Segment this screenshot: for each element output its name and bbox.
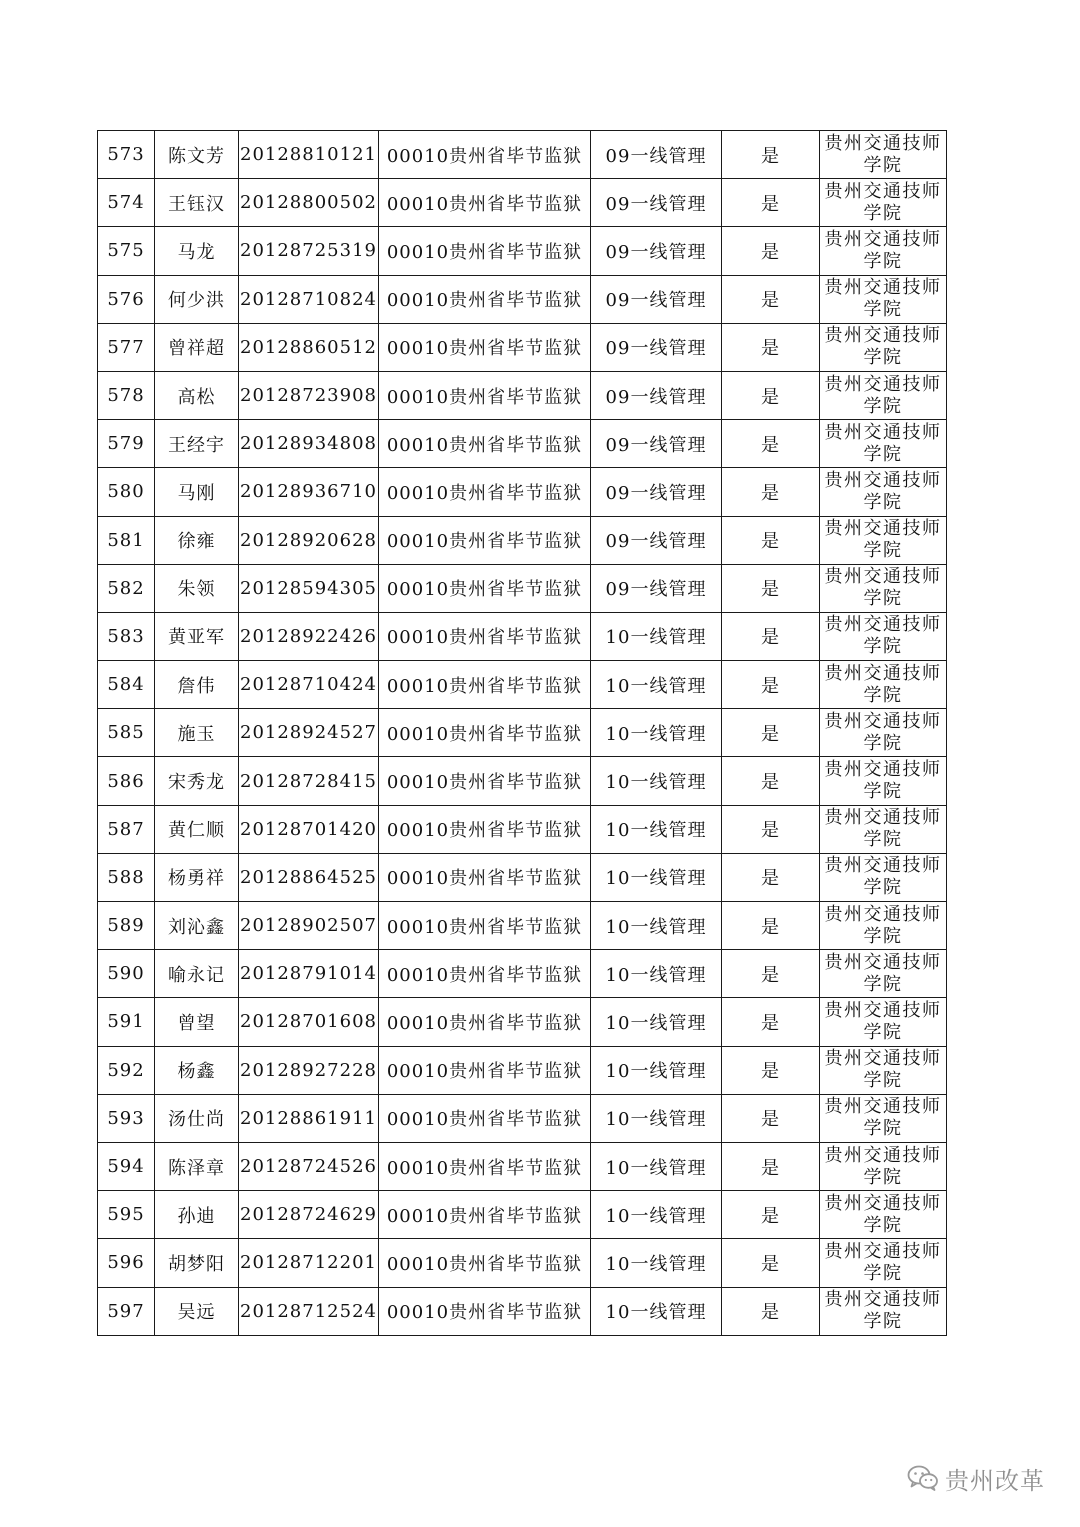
qualified-cell: 是 [722,805,820,853]
row-number-cell: 578 [98,371,155,419]
qualified-cell: 是 [722,612,820,660]
unit-cell: 00010贵州省毕节监狱 [379,420,591,468]
table-row [98,179,947,227]
unit-cell: 00010贵州省毕节监狱 [379,853,591,901]
name-cell: 喻永记 [155,950,239,998]
unit-cell: 00010贵州省毕节监狱 [379,1287,591,1335]
exam-id-cell: 20128710824 [239,275,379,323]
qualified-cell: 是 [722,323,820,371]
table-row [98,1239,947,1287]
school-cell: 贵州交通技师学院 [820,323,947,371]
unit-cell: 00010贵州省毕节监狱 [379,612,591,660]
unit-cell: 00010贵州省毕节监狱 [379,661,591,709]
school-cell: 贵州交通技师学院 [820,179,947,227]
name-cell: 陈泽章 [155,1142,239,1190]
school-cell: 贵州交通技师学院 [820,709,947,757]
wechat-icon [907,1464,939,1492]
row-number-cell: 584 [98,661,155,709]
unit-cell: 00010贵州省毕节监狱 [379,1046,591,1094]
roster-body [98,131,947,1336]
qualified-cell: 是 [722,853,820,901]
exam-id-cell: 20128920628 [239,516,379,564]
exam-id-cell: 20128927228 [239,1046,379,1094]
qualified-cell: 是 [722,516,820,564]
unit-cell: 00010贵州省毕节监狱 [379,131,591,179]
unit-cell: 00010贵州省毕节监狱 [379,805,591,853]
table-row [98,371,947,419]
unit-cell: 00010贵州省毕节监狱 [379,998,591,1046]
exam-id-cell: 20128725319 [239,227,379,275]
table-row [98,709,947,757]
position-cell: 10一线管理 [591,709,722,757]
qualified-cell: 是 [722,661,820,709]
row-number-cell: 586 [98,757,155,805]
table-row [98,1094,947,1142]
table-row [98,131,947,179]
row-number-cell: 577 [98,323,155,371]
table-row [98,468,947,516]
exam-id-cell: 20128724629 [239,1191,379,1239]
school-cell: 贵州交通技师学院 [820,1287,947,1335]
table-row [98,1046,947,1094]
table-row [98,275,947,323]
name-cell: 黄仁顺 [155,805,239,853]
table-row [98,612,947,660]
exam-id-cell: 20128934808 [239,420,379,468]
name-cell: 詹伟 [155,661,239,709]
row-number-cell: 580 [98,468,155,516]
unit-cell: 00010贵州省毕节监狱 [379,323,591,371]
row-number-cell: 590 [98,950,155,998]
table-row [98,661,947,709]
name-cell: 宋秀龙 [155,757,239,805]
qualified-cell: 是 [722,371,820,419]
name-cell: 吴远 [155,1287,239,1335]
position-cell: 09一线管理 [591,131,722,179]
school-cell: 贵州交通技师学院 [820,1191,947,1239]
row-number-cell: 594 [98,1142,155,1190]
qualified-cell: 是 [722,227,820,275]
exam-id-cell: 20128902507 [239,902,379,950]
school-cell: 贵州交通技师学院 [820,275,947,323]
qualified-cell: 是 [722,564,820,612]
position-cell: 10一线管理 [591,757,722,805]
qualified-cell: 是 [722,1239,820,1287]
position-cell: 09一线管理 [591,275,722,323]
unit-cell: 00010贵州省毕节监狱 [379,1239,591,1287]
school-cell: 贵州交通技师学院 [820,1094,947,1142]
table-row [98,757,947,805]
school-cell: 贵州交通技师学院 [820,950,947,998]
table-row [98,420,947,468]
position-cell: 10一线管理 [591,1094,722,1142]
row-number-cell: 585 [98,709,155,757]
qualified-cell: 是 [722,275,820,323]
school-cell: 贵州交通技师学院 [820,227,947,275]
unit-cell: 00010贵州省毕节监狱 [379,516,591,564]
school-cell: 贵州交通技师学院 [820,853,947,901]
school-cell: 贵州交通技师学院 [820,131,947,179]
qualified-cell: 是 [722,1046,820,1094]
exam-id-cell: 20128701420 [239,805,379,853]
name-cell: 何少洪 [155,275,239,323]
unit-cell: 00010贵州省毕节监狱 [379,275,591,323]
position-cell: 09一线管理 [591,371,722,419]
school-cell: 贵州交通技师学院 [820,612,947,660]
position-cell: 10一线管理 [591,998,722,1046]
exam-id-cell: 20128712201 [239,1239,379,1287]
qualified-cell: 是 [722,950,820,998]
qualified-cell: 是 [722,902,820,950]
watermark [907,1458,1045,1498]
row-number-cell: 596 [98,1239,155,1287]
name-cell: 王钰汉 [155,179,239,227]
unit-cell: 00010贵州省毕节监狱 [379,709,591,757]
name-cell: 黄亚军 [155,612,239,660]
row-number-cell: 597 [98,1287,155,1335]
exam-id-cell: 20128861911 [239,1094,379,1142]
unit-cell: 00010贵州省毕节监狱 [379,564,591,612]
school-cell: 贵州交通技师学院 [820,564,947,612]
school-cell: 贵州交通技师学院 [820,1142,947,1190]
qualified-cell: 是 [722,420,820,468]
school-cell: 贵州交通技师学院 [820,420,947,468]
table-row [98,998,947,1046]
qualified-cell: 是 [722,1094,820,1142]
position-cell: 09一线管理 [591,468,722,516]
position-cell: 10一线管理 [591,1239,722,1287]
exam-id-cell: 20128710424 [239,661,379,709]
table-row [98,516,947,564]
position-cell: 10一线管理 [591,902,722,950]
qualified-cell: 是 [722,1142,820,1190]
name-cell: 马龙 [155,227,239,275]
name-cell: 马刚 [155,468,239,516]
position-cell: 10一线管理 [591,661,722,709]
name-cell: 曾祥超 [155,323,239,371]
position-cell: 09一线管理 [591,227,722,275]
table-row [98,1191,947,1239]
position-cell: 10一线管理 [591,612,722,660]
exam-id-cell: 20128810121 [239,131,379,179]
position-cell: 10一线管理 [591,805,722,853]
row-number-cell: 574 [98,179,155,227]
unit-cell: 00010贵州省毕节监狱 [379,227,591,275]
roster-table [97,130,947,1336]
school-cell: 贵州交通技师学院 [820,468,947,516]
qualified-cell: 是 [722,179,820,227]
unit-cell: 00010贵州省毕节监狱 [379,1142,591,1190]
qualified-cell: 是 [722,709,820,757]
table-row [98,1287,947,1335]
table-row [98,902,947,950]
position-cell: 10一线管理 [591,1287,722,1335]
qualified-cell: 是 [722,757,820,805]
row-number-cell: 579 [98,420,155,468]
position-cell: 09一线管理 [591,420,722,468]
exam-id-cell: 20128922426 [239,612,379,660]
row-number-cell: 576 [98,275,155,323]
table-row [98,564,947,612]
exam-id-cell: 20128800502 [239,179,379,227]
school-cell: 贵州交通技师学院 [820,998,947,1046]
exam-id-cell: 20128924527 [239,709,379,757]
name-cell: 杨勇祥 [155,853,239,901]
row-number-cell: 591 [98,998,155,1046]
row-number-cell: 587 [98,805,155,853]
name-cell: 陈文芳 [155,131,239,179]
table-row [98,805,947,853]
position-cell: 10一线管理 [591,1191,722,1239]
school-cell: 贵州交通技师学院 [820,805,947,853]
qualified-cell: 是 [722,998,820,1046]
position-cell: 09一线管理 [591,516,722,564]
name-cell: 施玉 [155,709,239,757]
qualified-cell: 是 [722,1191,820,1239]
qualified-cell: 是 [722,1287,820,1335]
table-row [98,853,947,901]
exam-id-cell: 20128701608 [239,998,379,1046]
unit-cell: 00010贵州省毕节监狱 [379,468,591,516]
position-cell: 10一线管理 [591,853,722,901]
position-cell: 09一线管理 [591,179,722,227]
exam-id-cell: 20128712524 [239,1287,379,1335]
school-cell: 贵州交通技师学院 [820,902,947,950]
exam-id-cell: 20128728415 [239,757,379,805]
unit-cell: 00010贵州省毕节监狱 [379,1191,591,1239]
unit-cell: 00010贵州省毕节监狱 [379,950,591,998]
row-number-cell: 595 [98,1191,155,1239]
name-cell: 高松 [155,371,239,419]
exam-id-cell: 20128594305 [239,564,379,612]
watermark-text: 贵州改革 [945,1466,1045,1495]
table-row [98,323,947,371]
qualified-cell: 是 [722,131,820,179]
unit-cell: 00010贵州省毕节监狱 [379,757,591,805]
row-number-cell: 582 [98,564,155,612]
name-cell: 胡梦阳 [155,1239,239,1287]
school-cell: 贵州交通技师学院 [820,1239,947,1287]
row-number-cell: 589 [98,902,155,950]
exam-id-cell: 20128860512 [239,323,379,371]
position-cell: 10一线管理 [591,1046,722,1094]
row-number-cell: 583 [98,612,155,660]
school-cell: 贵州交通技师学院 [820,371,947,419]
unit-cell: 00010贵州省毕节监狱 [379,1094,591,1142]
row-number-cell: 575 [98,227,155,275]
unit-cell: 00010贵州省毕节监狱 [379,371,591,419]
name-cell: 徐雍 [155,516,239,564]
position-cell: 09一线管理 [591,323,722,371]
table-row [98,227,947,275]
exam-id-cell: 20128724526 [239,1142,379,1190]
qualified-cell: 是 [722,468,820,516]
exam-id-cell: 20128936710 [239,468,379,516]
name-cell: 朱领 [155,564,239,612]
school-cell: 贵州交通技师学院 [820,1046,947,1094]
name-cell: 王经宇 [155,420,239,468]
row-number-cell: 592 [98,1046,155,1094]
school-cell: 贵州交通技师学院 [820,757,947,805]
table-row [98,1142,947,1190]
unit-cell: 00010贵州省毕节监狱 [379,902,591,950]
position-cell: 10一线管理 [591,1142,722,1190]
school-cell: 贵州交通技师学院 [820,661,947,709]
row-number-cell: 581 [98,516,155,564]
row-number-cell: 573 [98,131,155,179]
position-cell: 10一线管理 [591,950,722,998]
exam-id-cell: 20128723908 [239,371,379,419]
name-cell: 孙迪 [155,1191,239,1239]
position-cell: 09一线管理 [591,564,722,612]
exam-id-cell: 20128864525 [239,853,379,901]
row-number-cell: 588 [98,853,155,901]
table-row [98,950,947,998]
unit-cell: 00010贵州省毕节监狱 [379,179,591,227]
name-cell: 曾望 [155,998,239,1046]
name-cell: 刘沁鑫 [155,902,239,950]
name-cell: 杨鑫 [155,1046,239,1094]
name-cell: 汤仕尚 [155,1094,239,1142]
exam-id-cell: 20128791014 [239,950,379,998]
row-number-cell: 593 [98,1094,155,1142]
school-cell: 贵州交通技师学院 [820,516,947,564]
